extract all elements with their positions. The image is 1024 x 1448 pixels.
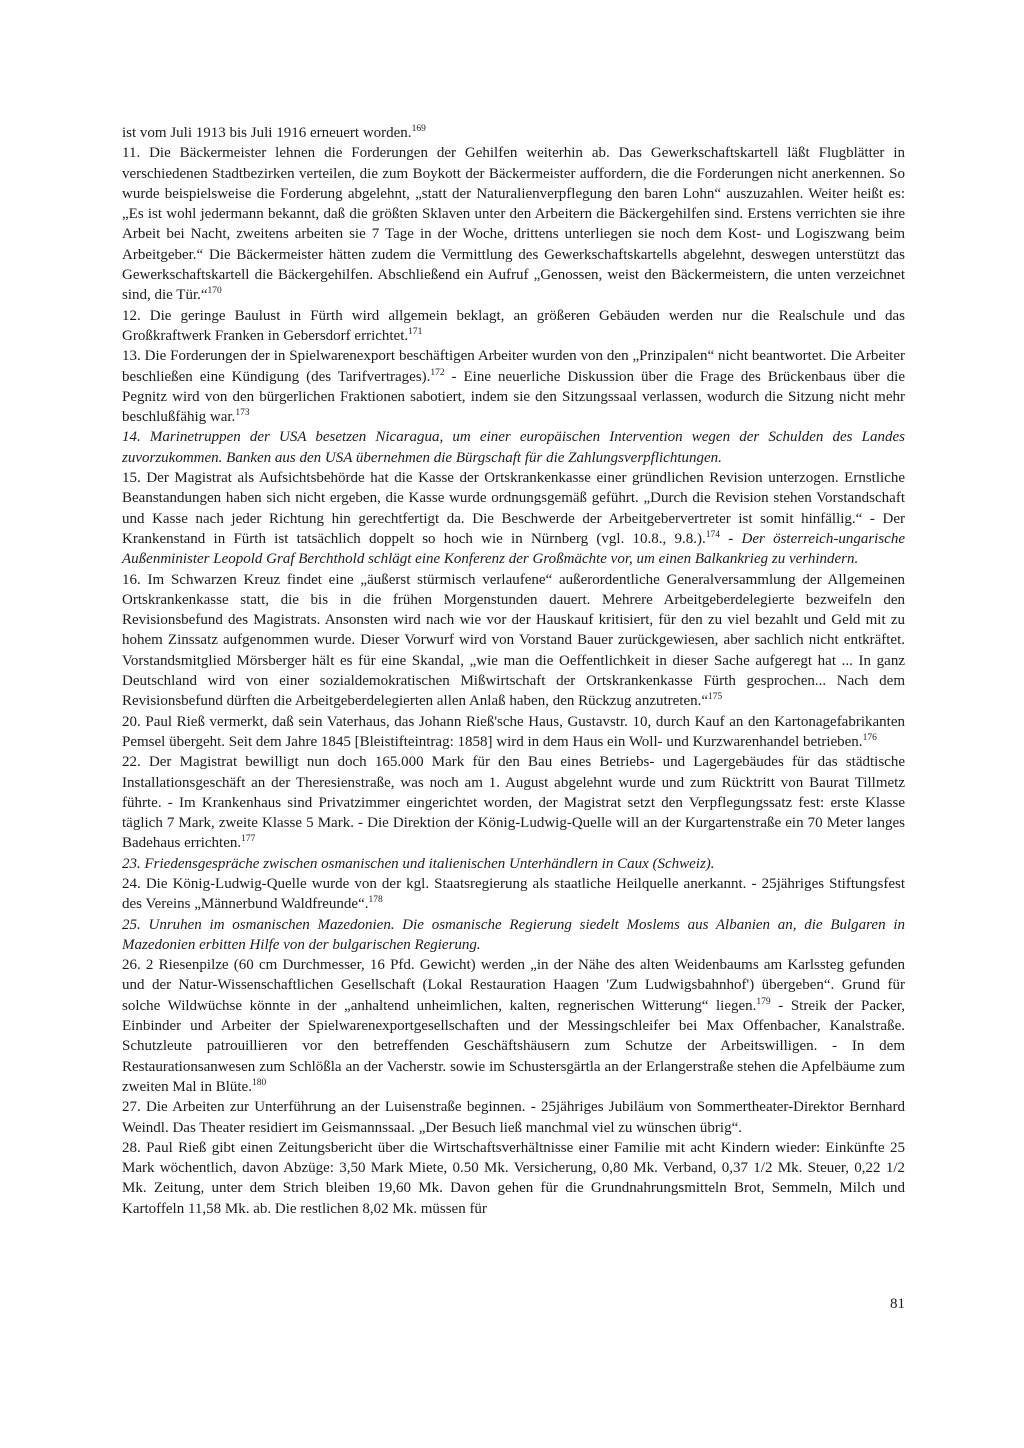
entry-13: [122, 346, 905, 427]
footnote-ref: 173: [235, 408, 250, 419]
text-run: 26. 2 Riesenpilze (60 cm Durchmesser, 16 Pfd. Gewicht) werden „in der Nähe des alten Weidenbaums am Karlssteg gefunden und der Natur-Wissenschaftlichen Gesellschaft (Lokal Restauration Haagen 'Zum Ludwigsbahnhof') übergeben“. Grund für solche Wildwüchse könnte in der „anhaltend unheimlichen, kalten, regnerischen Witterung“ liegen.: [122, 957, 905, 1014]
text-run: 24. Die König-Ludwig-Quelle wurde von der kgl. Staatsregierung als staatliche Heilquelle anerkannt. - 25jähriges Stiftungsfest des Vereins „Männerbund Waldfreunde“.: [122, 875, 905, 913]
text-run: ist vom Juli 1913 bis Juli 1916 erneuert worden.: [122, 125, 412, 141]
text-run: 20. Paul Rieß vermerkt, daß sein Vaterhaus, das Johann Rieß'sche Haus, Gustavstr. 10, durch Kauf an den Kartonagefabrikanten Pemsel übergeht. Seit dem Jahre 1845 [Bleistifteintrag: 1858] wird in dem Haus ein Woll- und Kurzwarenhandel betrieben.: [122, 713, 905, 750]
entry-12: [122, 306, 905, 347]
footnote-ref: 172: [430, 367, 445, 378]
entry-26: [122, 955, 905, 1097]
document-body: [122, 123, 905, 1219]
text-run: 11. Die Bäckermeister lehnen die Forderungen der Gehilfen weiterhin ab. Das Gewerkschaftskartell läßt Flugblätter in verschiedenen Stadtbezirken verteilen, die zum Boykott der Bäckermeister auffordern, die die Forderungen nicht anerkennen. So wurde beispielsweise die Forderung abgelehnt, „statt der Naturalienverpflegung den baren Lohn“ auszuzahlen. Weiter heißt es: „Es ist wohl jedermann bekannt, daß die größten Sklaven unter den Arbeitern die Bäckergehilfen sind. Erstens verrichten sie ihre Arbeit bei Nacht, zweitens arbeiten sie 7 Tage in der Woche, drittens unterliegen sie noch dem Kost- und Logiszwang beim Arbeitgeber.“ Die Bäckermeister hätten zudem die Vermittlung des Gewerkschaftskartells abgelehnt, deswegen unterstützt das Gewerkschaftskartell die Bäckergehilfen. Abschließend ein Aufruf „Genossen, weist den Bäckermeistern, die unten verzeichnet sind, die Tür.“: [122, 145, 905, 304]
italic-text: 14. Marinetruppen der USA besetzen Nicaragua, um einer europäischen Intervention wegen der Schulden des Landes zuvorzukommen. Banken aus den USA übernehmen die Bürgschaft für die Zahlungsverpflichtungen.: [122, 429, 905, 466]
entry-16: [122, 570, 905, 712]
entry-25: [122, 915, 905, 956]
entry-27: [122, 1097, 905, 1138]
italic-text: 25. Unruhen im osmanischen Mazedonien. Die osmanische Regierung siedelt Moslems aus Albanien an, die Bulgaren in Mazedonien erbitten Hilfe von der bulgarischen Regierung.: [122, 916, 905, 953]
entry-15: [122, 468, 905, 569]
footnote-ref: 178: [368, 895, 383, 906]
footnote-ref: 174: [705, 529, 721, 540]
text-run: - Eine neuerliche Diskussion über die Frage des Brückenbaus über die Pegnitz wird von den bürgerlichen Fraktionen sabotiert, indem sie den Sitzungssaal verlassen, wodurch die Sitzung nicht mehr beschlußfähig war.: [122, 368, 905, 426]
footnote-ref: 171: [408, 326, 423, 337]
footnote-ref: 175: [708, 692, 723, 703]
text-run: 15. Der Magistrat als Aufsichtsbehörde hat die Kasse der Ortskrankenkasse einer gründlichen Revision unterzogen. Ernstliche Beanstandungen haben sich nicht ergeben, die Kasse wurde ordnungsgemäß geführt. „Durch die Revision stehen Vorstandschaft und Kasse nach jeder Richtung hin gerechtfertigt da. Die Beschwerde der Arbeitgebervertreter ist somit hinfällig.“ - Der Krankenstand in Fürth ist tatsächlich doppelt so hoch wie in Nürnberg (vgl. 10.8., 9.8.).: [122, 470, 905, 547]
entry-24: [122, 874, 905, 915]
footnote-ref: 169: [411, 124, 426, 134]
footnote-ref: 179: [756, 996, 771, 1007]
entry-continuation: [122, 123, 905, 143]
entry-23: [122, 854, 905, 874]
text-run: 22. Der Magistrat bewilligt nun doch 165.000 Mark für den Bau eines Betriebs- und Lagergebäudes für das städtische Installationsgeschäft an der Theresienstraße, was noch am 1. August abgelehnt wurde und zum Rücktritt von Baurat Tillmetz führte. - Im Krankenhaus sind Privatzimmer eingerichtet worden, der Magistrat setzt den Verpflegungssatz fest: erste Klasse täglich 7 Mark, zweite Klasse 5 Mark. - Die Direktion der König-Ludwig-Quelle will an der Kurgartenstraße ein 70 Meter langes Badehaus errichten.: [122, 754, 905, 852]
footnote-ref: 170: [207, 286, 222, 297]
footnote-ref: 177: [241, 834, 256, 845]
page-number: 81: [890, 1296, 905, 1312]
italic-text: 23. Friedensgespräche zwischen osmanischen und italienischen Unterhändlern in Caux (Schweiz).: [122, 855, 715, 872]
text-run: 16. Im Schwarzen Kreuz findet eine „äußerst stürmisch verlaufene“ außerordentliche Generalversammlung der Allgemeinen Ortskrankenkasse statt, die bis in die frühen Morgenstunden dauert. Mehrere Arbeitgeberdelegierte bezweifeln den Revisionsbefund des Magistrats. Ansonsten wird nach wie vor der Hauskauf kritisiert, für den zu viel bezahlt und Geld mit zu hohem Zinssatz aufgenommen wurde. Dieser Vorwurf wird von Vorstand Bauer zurückgewiesen, aber sachlich nicht entkräftet. Vorstandsmitglied Mörsberger hält es für eine Skandal, „wie man die Oeffentlichkeit in dieser Sache aufgeregt hat ... In ganz Deutschland wird von einer sozialdemokratischen Mißwirtschaft der Ortskrankenkasse Fürth gesprochen... Nach dem Revisionsbefund dürften die Arbeitgeberdelegierten allen Anlaß haben, den Rückzug anzutreten.“: [122, 571, 905, 710]
entry-14: [122, 427, 905, 468]
text-run: - Streik der Packer, Einbinder und Arbeiter der Spielwarenexportgesellschaften und der Messingschleifer bei Max Offenbacher, Kanalstraße. Schutzleute patrouillieren vor den betreffenden Geschäftshäusern zum Schutze der Arbeitswilligen. - In dem Restaurationsanwesen zum Schlößla an der Vacherstr. sowie im Schustersgärtla an der Erlangerstraße stehen die Apfelbäume zum zweiten Mal in Blüte.: [122, 997, 905, 1095]
footnote-ref: 176: [862, 732, 877, 743]
entry-28: [122, 1138, 905, 1219]
footnote-ref: 180: [251, 1077, 267, 1088]
text-run: 13. Die Forderungen der in Spielwarenexport beschäftigen Arbeiter wurden von den „Prinzipalen“ nicht beantwortet. Die Arbeiter beschließen eine Kündigung (des Tarifvertrages).: [122, 348, 905, 385]
text-run: -: [720, 530, 742, 547]
entry-22: [122, 752, 905, 853]
italic-text: Der österreich-ungarische Außenminister Leopold Graf Berchthold schlägt eine Konferenz der Großmächte vor, um einen Balkankrieg zu verhindern.: [122, 530, 905, 568]
entry-11: [122, 143, 905, 305]
text-run: 12. Die geringe Baulust in Fürth wird allgemein beklagt, an größeren Gebäuden werden nur die Realschule und das Großkraftwerk Franken in Gebersdorf errichtet.: [122, 307, 905, 344]
entry-20: [122, 712, 905, 753]
text-run: 27. Die Arbeiten zur Unterführung an der Luisenstraße beginnen. - 25jähriges Jubiläum von Sommertheater-Direktor Bernhard Weindl. Das Theater residiert im Geismannssaal. „Der Besuch ließ manchmal viel zu wünschen übrig“.: [122, 1099, 905, 1136]
text-run: 28. Paul Rieß gibt einen Zeitungsbericht über die Wirtschaftsverhältnisse einer Familie mit acht Kindern wieder: Einkünfte 25 Mark wöchentlich, davon Abzüge: 3,50 Mark Miete, 0.50 Mk. Versicherung, 0,80 Mk. Verband, 0,37 1/2 Mk. Steuer, 0,22 1/2 Mk. Zeitung, unter dem Strich bleiben 19,60 Mk. Davon gehen für die Grundnahrungsmitteln Brot, Semmeln, Milch und Kartoffeln 11,58 Mk. ab. Die restlichen 8,02 Mk. müssen für: [122, 1139, 905, 1217]
